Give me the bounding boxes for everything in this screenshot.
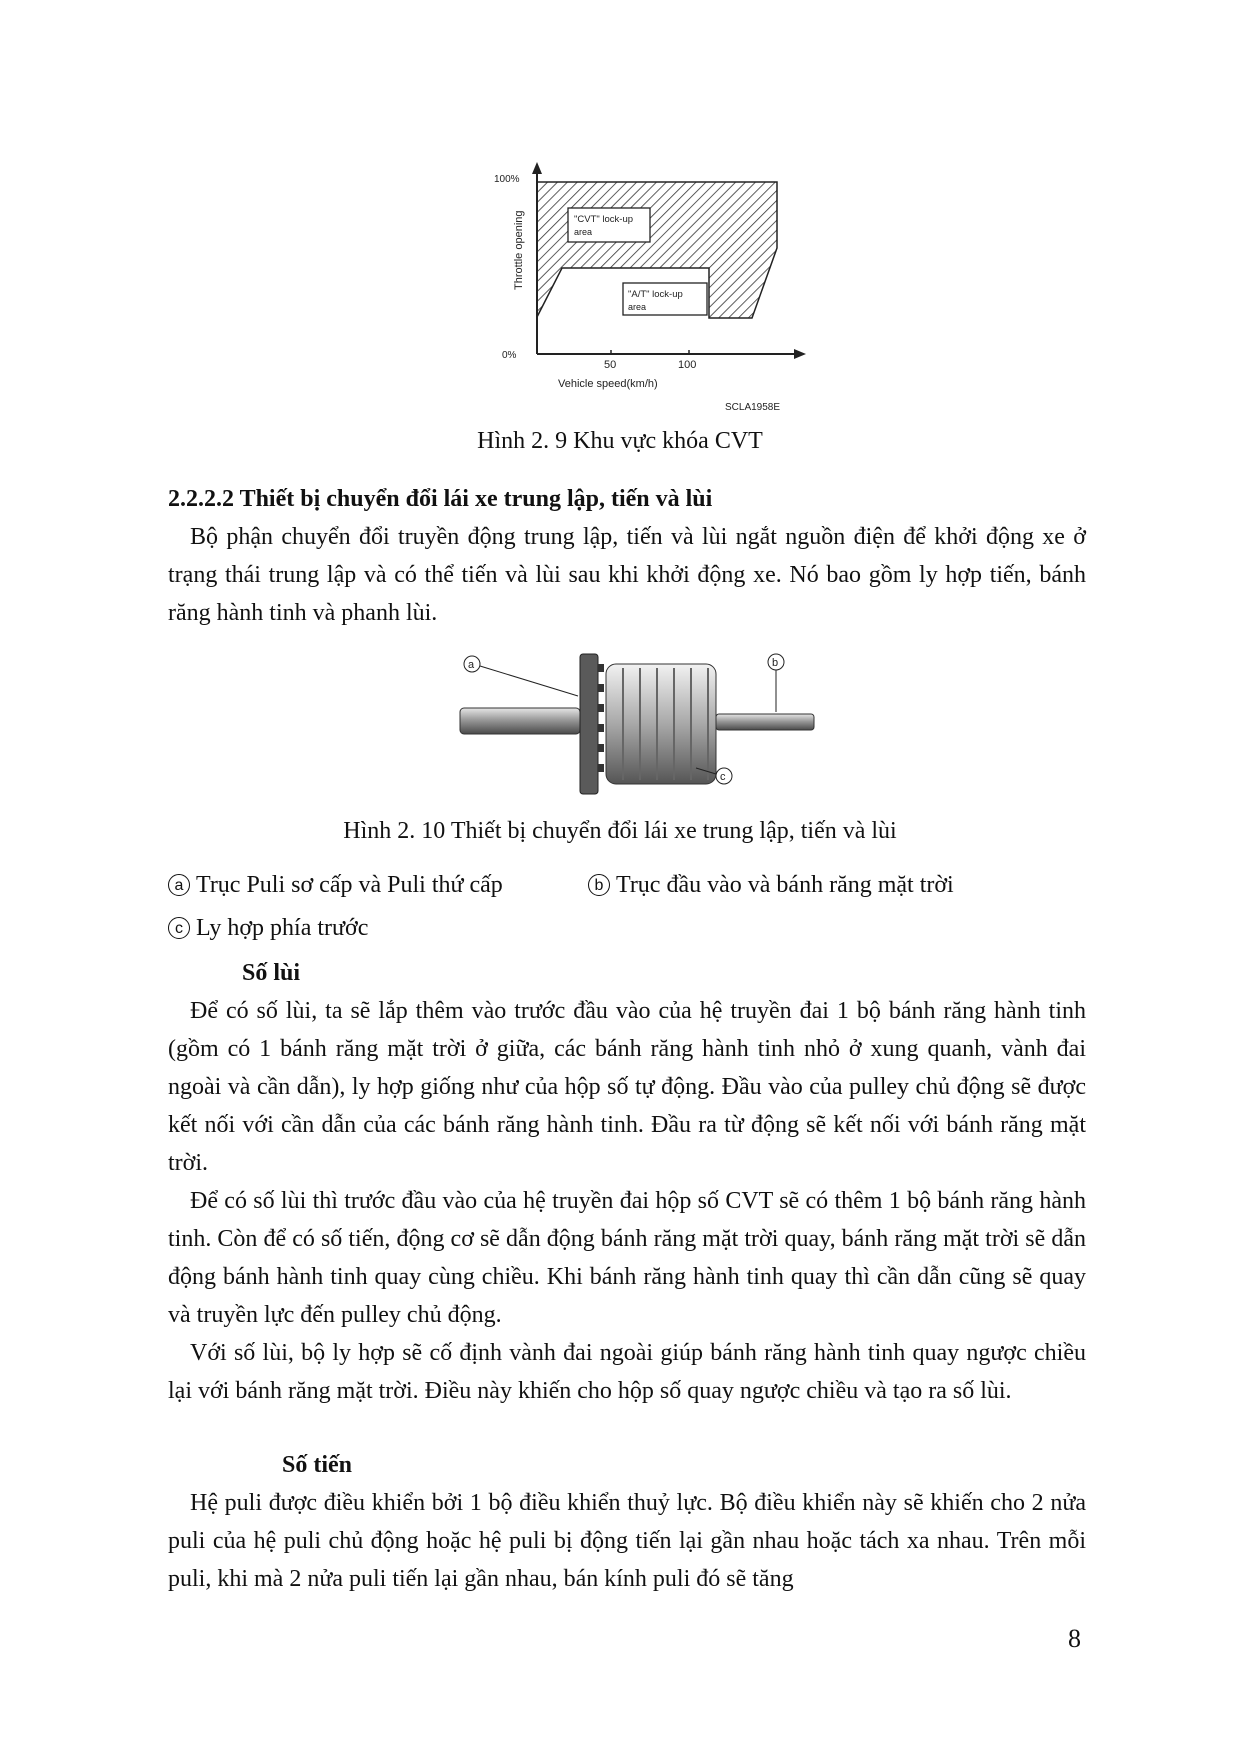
x-axis-arrow	[794, 349, 806, 359]
legend-marker-b: b	[588, 874, 610, 896]
reverse-paragraph-1: Để có số lùi, ta sẽ lắp thêm vào trước đầu vào của hệ truyền đai 1 bộ bánh răng hành tinh (gồm có 1 bánh răng mặt trời ở giữa, các bánh răng hành tinh nhỏ ở xung quanh, vành đai ngoài và cần dẫn), ly hợp giống như của hộp số tự động. Đầu vào của pulley chủ động sẽ được kết nối với cần dẫn của các bánh răng hành tinh. Đầu ra từ động sẽ kết nối với bánh răng mặt trời.	[168, 998, 1086, 1176]
marker-a: a	[468, 659, 475, 671]
legend-text-a: Trục Puli sơ cấp và Puli thứ cấp	[196, 872, 503, 898]
legend-item-c	[168, 915, 368, 942]
reverse-title: Số lùi	[242, 960, 301, 986]
forward-title: Số tiến	[282, 1452, 353, 1478]
cvt-label-line1: "CVT" lock-up	[574, 214, 634, 225]
legend-text-b: Trục đầu vào và bánh răng mặt trời	[616, 872, 954, 898]
legend-text-c: Ly hợp phía trước	[196, 915, 369, 941]
reverse-paragraph-3: Với số lùi, bộ ly hợp sẽ cố định vành đai ngoài giúp bánh răng hành tinh quay ngược chiều lại với bánh răng mặt trời. Điều này khiến cho hộp số quay ngược chiều và tạo ra số lùi.	[168, 1340, 1086, 1404]
marker-c: c	[720, 771, 726, 783]
figure1-caption: Hình 2. 9 Khu vực khóa CVT	[477, 428, 763, 454]
at-label-line1: "A/T" lock-up	[628, 289, 683, 300]
cvt-lockup-svg	[480, 160, 810, 430]
legend-marker-a: a	[168, 874, 190, 896]
legend-item-a	[168, 872, 503, 899]
marker-b: b	[772, 657, 779, 669]
marker-a-leader	[480, 666, 578, 696]
figure2-caption: Hình 2. 10 Thiết bị chuyển đổi lái xe trung lập, tiến và lùi	[343, 818, 897, 844]
y-axis-label: Throttle opening	[513, 210, 525, 290]
page-number: 8	[1068, 1624, 1081, 1653]
forward-paragraph-1: Hệ puli được điều khiển bởi 1 bộ điều khiển thuỷ lực. Bộ điều khiển này sẽ khiến cho 2 nửa puli của hệ puli chủ động hoặc hệ puli bị động tiến lại gần nhau hoặc tách xa nhau. Trên mỗi puli, khi mà 2 nửa puli tiến lại gần nhau, bán kính puli đó sẽ tăng	[168, 1490, 1086, 1592]
gear-teeth	[598, 664, 604, 772]
at-label-line2: area	[628, 302, 647, 312]
cvt-label-line2: area	[574, 227, 593, 237]
x-axis-label: Vehicle speed(km/h)	[558, 378, 658, 390]
reverse-paragraph-2: Để có số lùi thì trước đầu vào của hệ truyền đai hộp số CVT sẽ có thêm 1 bộ bánh răng hành tinh. Còn để có số tiến, động cơ sẽ dẫn động bánh răng mặt trời quay, bánh răng mặt trời sẽ dẫn động bánh hành tinh quay cùng chiều. Khi bánh răng hành tinh quay thì cần dẫn cũng sẽ quay và truyền lực đến pulley chủ động.	[168, 1188, 1086, 1328]
section-heading: 2.2.2.2 Thiết bị chuyển đổi lái xe trung lập, tiến và lùi	[168, 486, 713, 512]
x-tick-50: 50	[604, 359, 617, 371]
left-shaft	[460, 708, 580, 734]
x-tick-100: 100	[678, 359, 697, 371]
cvt-lockup-diagram	[480, 160, 810, 430]
figure-code: SCLA1958E	[725, 402, 781, 413]
right-shaft	[716, 714, 814, 730]
gear-plate	[580, 654, 598, 794]
legend-marker-c: c	[168, 917, 190, 939]
y-tick-0: 0%	[502, 350, 517, 361]
section-intro: Bộ phận chuyển đổi truyền động trung lập, tiến và lùi ngắt nguồn điện để khởi động xe ở trạng thái trung lập và có thể tiến và lùi sau khi khởi động xe. Nó bao gồm ly hợp tiến, bánh răng hành tinh và phanh lùi.	[168, 524, 1086, 626]
y-axis-arrow	[532, 162, 542, 174]
switching-device-svg	[458, 650, 818, 800]
y-tick-100: 100%	[494, 174, 520, 185]
legend-item-b	[588, 872, 954, 899]
switching-device-illustration	[458, 650, 818, 800]
